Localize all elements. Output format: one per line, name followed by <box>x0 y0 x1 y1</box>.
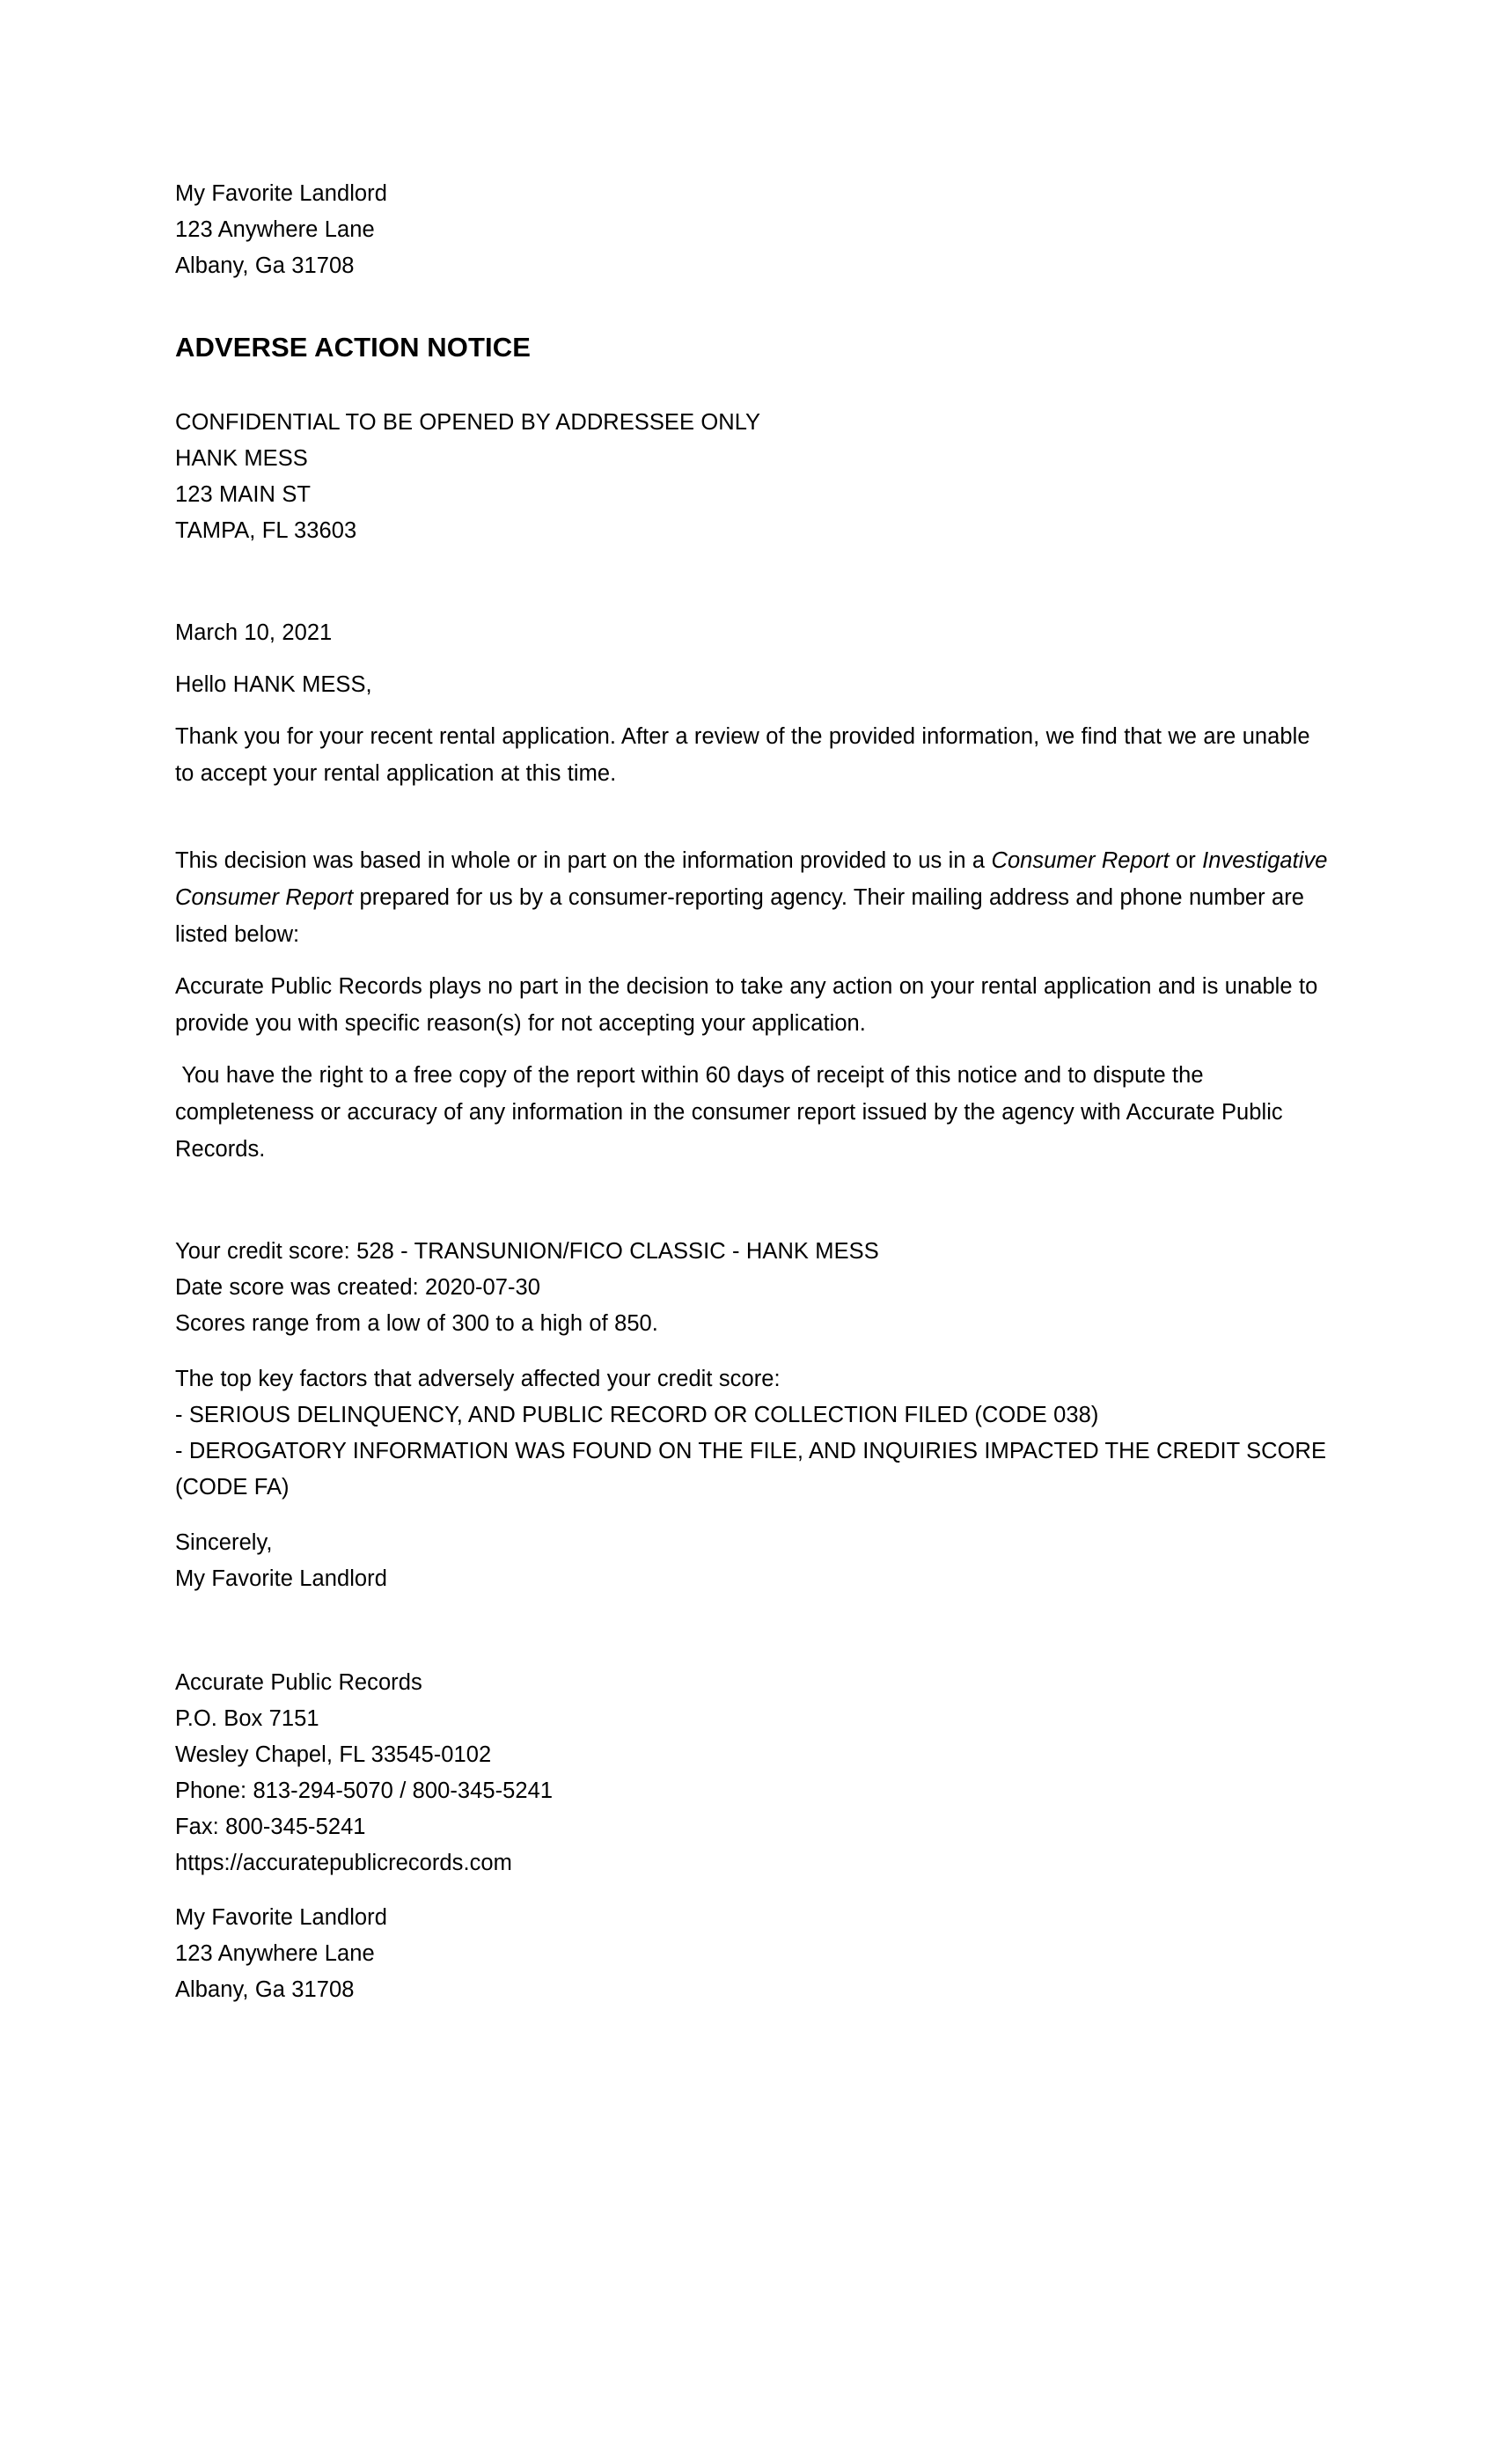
recipient-address-block <box>175 405 1328 549</box>
credit-score-block <box>175 1234 1328 1342</box>
spacer <box>175 1168 1328 1234</box>
paragraph-thank-you: Thank you for your recent rental application. After a review of the provided information, we find that we are unable to accept your rental application at this time. <box>175 724 1310 786</box>
spacer <box>175 1042 1328 1057</box>
spacer <box>175 365 1328 405</box>
paragraph-decision-basis <box>175 842 1328 953</box>
paragraph-decision-basis-text-2: or <box>1169 848 1203 873</box>
spacer <box>175 1881 1328 1900</box>
spacer <box>175 284 1328 330</box>
signature-block <box>175 1525 1328 1597</box>
page-title: ADVERSE ACTION NOTICE <box>175 332 531 363</box>
letter-body <box>175 176 1328 2008</box>
signature-name: My Favorite Landlord <box>175 1566 387 1591</box>
sender-name: My Favorite Landlord <box>175 181 387 206</box>
paragraph-consumer-rights: You have the right to a free copy of the report within 60 days of receipt of this notice and to dispute the completeness or accuracy of any information in the consumer report issued by the agency with Accurate Public Records. <box>175 1063 1290 1162</box>
spacer <box>175 1506 1328 1525</box>
paragraph-agency-role: Accurate Public Records plays no part in the decision to take any action on your rental application and is unable to provide you with specific reason(s) for not accepting your application. <box>175 974 1318 1036</box>
agency-website[interactable]: https://accuratepublicrecords.com <box>175 1851 512 1875</box>
sender-street: 123 Anywhere Lane <box>175 217 375 242</box>
paragraph-decision-basis-text-1: This decision was based in whole or in part on the information provided to us in a <box>175 848 992 873</box>
key-factor-item: - SERIOUS DELINQUENCY, AND PUBLIC RECORD OR COLLECTION FILED (CODE 038) <box>175 1403 1099 1427</box>
agency-po-box: P.O. Box 7151 <box>175 1706 319 1731</box>
confidentiality-notice: CONFIDENTIAL TO BE OPENED BY ADDRESSEE ONLY <box>175 410 761 435</box>
key-factors-block <box>175 1361 1328 1506</box>
key-factors-heading: The top key factors that adversely affected your credit score: <box>175 1367 781 1391</box>
sender-city-state-zip: Albany, Ga 31708 <box>175 253 355 278</box>
spacer <box>175 792 1328 842</box>
score-range-line: Scores range from a low of 300 to a high of 850. <box>175 1311 658 1336</box>
agency-fax: Fax: 800-345-5241 <box>175 1815 366 1839</box>
agency-contact-block <box>175 1665 1328 1881</box>
score-date-created-line: Date score was created: 2020-07-30 <box>175 1275 540 1300</box>
footer-sender-name: My Favorite Landlord <box>175 1905 387 1930</box>
consumer-report-term: Consumer Report <box>991 848 1170 873</box>
paragraph-decision-basis-text-3: prepared for us by a consumer-reporting agency. Their mailing address and phone number are listed below: <box>175 885 1305 947</box>
signature-closing: Sincerely, <box>175 1530 273 1555</box>
recipient-street: 123 MAIN ST <box>175 482 311 507</box>
spacer <box>175 953 1328 968</box>
sender-address-block <box>175 176 1328 284</box>
footer-sender-street: 123 Anywhere Lane <box>175 1941 375 1966</box>
recipient-city-state-zip: TAMPA, FL 33603 <box>175 518 357 543</box>
agency-name: Accurate Public Records <box>175 1670 422 1695</box>
agency-city-state-zip: Wesley Chapel, FL 33545-0102 <box>175 1742 492 1767</box>
footer-address-block <box>175 1900 1328 2008</box>
investigative-consumer-report-term: Investigative Consumer Report <box>175 848 1328 910</box>
credit-score-line: Your credit score: 528 - TRANSUNION/FICO CLASSIC - HANK MESS <box>175 1239 879 1264</box>
spacer <box>175 703 1328 718</box>
key-factor-item: - DEROGATORY INFORMATION WAS FOUND ON THE FILE, AND INQUIRIES IMPACTED THE CREDIT SCORE (CODE FA) <box>175 1439 1327 1500</box>
spacer <box>175 1342 1328 1361</box>
spacer <box>175 1597 1328 1665</box>
spacer <box>175 549 1328 615</box>
spacer <box>175 651 1328 667</box>
footer-sender-city-state-zip: Albany, Ga 31708 <box>175 1977 355 2002</box>
letter-date: March 10, 2021 <box>175 620 333 645</box>
recipient-name: HANK MESS <box>175 446 308 471</box>
agency-phone: Phone: 813-294-5070 / 800-345-5241 <box>175 1778 554 1803</box>
salutation: Hello HANK MESS, <box>175 672 372 697</box>
